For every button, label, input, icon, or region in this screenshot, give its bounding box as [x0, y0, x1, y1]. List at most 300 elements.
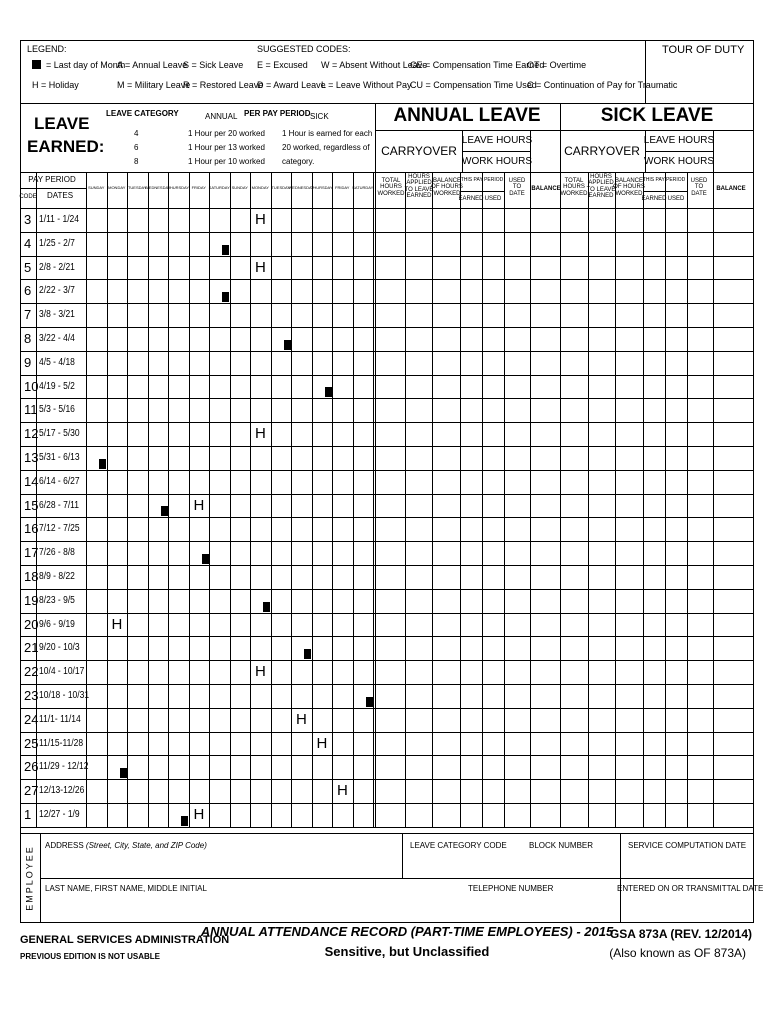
day-entry-cell[interactable]: [87, 328, 106, 350]
day-entry-cell[interactable]: [169, 376, 188, 398]
day-entry-cell[interactable]: [333, 280, 352, 302]
day-entry-cell[interactable]: [292, 376, 311, 398]
day-entry-cell[interactable]: [333, 566, 352, 588]
day-entry-cell[interactable]: [313, 518, 332, 540]
day-entry-cell[interactable]: [210, 637, 229, 659]
day-entry-cell[interactable]: [354, 447, 373, 469]
day-entry-cell[interactable]: [169, 685, 188, 707]
day-entry-cell[interactable]: [292, 471, 311, 493]
day-entry-cell[interactable]: [108, 661, 127, 683]
day-entry-cell[interactable]: [169, 661, 188, 683]
day-entry-cell[interactable]: [149, 209, 168, 231]
day-entry-cell[interactable]: [251, 637, 270, 659]
day-entry-cell[interactable]: [354, 257, 373, 279]
day-entry-cell[interactable]: [333, 661, 352, 683]
day-entry-cell[interactable]: [313, 637, 332, 659]
day-entry-cell[interactable]: [108, 637, 127, 659]
day-entry-cell[interactable]: [251, 328, 270, 350]
day-entry-cell[interactable]: [87, 590, 106, 612]
day-entry-cell[interactable]: [333, 304, 352, 326]
day-entry-cell[interactable]: [292, 780, 311, 802]
day-entry-cell[interactable]: [210, 661, 229, 683]
day-entry-cell[interactable]: [87, 376, 106, 398]
day-entry-cell[interactable]: [231, 376, 250, 398]
day-entry-cell[interactable]: [149, 756, 168, 778]
day-entry-cell[interactable]: [169, 780, 188, 802]
day-entry-cell[interactable]: [313, 614, 332, 636]
day-entry-cell[interactable]: [313, 709, 332, 731]
day-entry-cell[interactable]: [292, 352, 311, 374]
day-entry-cell[interactable]: [149, 304, 168, 326]
day-entry-cell[interactable]: [169, 733, 188, 755]
day-entry-cell[interactable]: [128, 471, 147, 493]
day-entry-cell[interactable]: [210, 257, 229, 279]
day-entry-cell[interactable]: [231, 495, 250, 517]
day-entry-cell[interactable]: [272, 614, 291, 636]
day-entry-cell[interactable]: [87, 423, 106, 445]
address-field[interactable]: [44, 852, 394, 874]
day-entry-cell[interactable]: [108, 304, 127, 326]
day-entry-cell[interactable]: [231, 566, 250, 588]
day-entry-cell[interactable]: [354, 209, 373, 231]
day-entry-cell[interactable]: [190, 733, 209, 755]
day-entry-cell[interactable]: [190, 471, 209, 493]
day-entry-cell[interactable]: [354, 376, 373, 398]
day-entry-cell[interactable]: [210, 376, 229, 398]
day-entry-cell[interactable]: [108, 399, 127, 421]
day-entry-cell[interactable]: [231, 328, 250, 350]
day-entry-cell[interactable]: [210, 495, 229, 517]
day-entry-cell[interactable]: [354, 518, 373, 540]
day-entry-cell[interactable]: [108, 209, 127, 231]
day-entry-cell[interactable]: [333, 399, 352, 421]
day-entry-cell[interactable]: [87, 542, 106, 564]
day-entry-cell[interactable]: [210, 542, 229, 564]
telephone-field[interactable]: [420, 896, 616, 920]
day-entry-cell[interactable]: [292, 756, 311, 778]
day-entry-cell[interactable]: [128, 233, 147, 255]
day-entry-cell[interactable]: [231, 423, 250, 445]
day-entry-cell[interactable]: [149, 566, 168, 588]
day-entry-cell[interactable]: [231, 304, 250, 326]
day-entry-cell[interactable]: [87, 257, 106, 279]
day-entry-cell[interactable]: [128, 542, 147, 564]
day-entry-cell[interactable]: [108, 376, 127, 398]
day-entry-cell[interactable]: [354, 352, 373, 374]
day-entry-cell[interactable]: [87, 637, 106, 659]
day-entry-cell[interactable]: [108, 780, 127, 802]
day-entry-cell[interactable]: [292, 566, 311, 588]
day-entry-cell[interactable]: [169, 518, 188, 540]
day-entry-cell[interactable]: [333, 376, 352, 398]
day-entry-cell[interactable]: [190, 447, 209, 469]
day-entry-cell[interactable]: [313, 304, 332, 326]
day-entry-cell[interactable]: [87, 518, 106, 540]
day-entry-cell[interactable]: [313, 566, 332, 588]
day-entry-cell[interactable]: [190, 566, 209, 588]
day-entry-cell[interactable]: [251, 542, 270, 564]
day-entry-cell[interactable]: [169, 637, 188, 659]
day-entry-cell[interactable]: [333, 756, 352, 778]
day-entry-cell[interactable]: [272, 590, 291, 612]
day-entry-cell[interactable]: [210, 304, 229, 326]
day-entry-cell[interactable]: [231, 733, 250, 755]
day-entry-cell[interactable]: [149, 376, 168, 398]
day-entry-cell[interactable]: [313, 756, 332, 778]
day-entry-cell[interactable]: [169, 233, 188, 255]
day-entry-cell[interactable]: [87, 280, 106, 302]
day-entry-cell[interactable]: [210, 804, 229, 826]
day-entry-cell[interactable]: [313, 399, 332, 421]
day-entry-cell[interactable]: [231, 518, 250, 540]
day-entry-cell[interactable]: [87, 804, 106, 826]
day-entry-cell[interactable]: [354, 780, 373, 802]
day-entry-cell[interactable]: [149, 709, 168, 731]
day-entry-cell[interactable]: [354, 804, 373, 826]
day-entry-cell[interactable]: [108, 328, 127, 350]
day-entry-cell[interactable]: [87, 352, 106, 374]
day-entry-cell[interactable]: [108, 685, 127, 707]
day-entry-cell[interactable]: [169, 399, 188, 421]
day-entry-cell[interactable]: [354, 471, 373, 493]
day-entry-cell[interactable]: [128, 733, 147, 755]
day-entry-cell[interactable]: [354, 637, 373, 659]
day-entry-cell[interactable]: [272, 685, 291, 707]
day-entry-cell[interactable]: [190, 352, 209, 374]
day-entry-cell[interactable]: [149, 423, 168, 445]
day-entry-cell[interactable]: [231, 280, 250, 302]
day-entry-cell[interactable]: [313, 328, 332, 350]
day-entry-cell[interactable]: [190, 685, 209, 707]
day-entry-cell[interactable]: [333, 233, 352, 255]
day-entry-cell[interactable]: [292, 209, 311, 231]
day-entry-cell[interactable]: [149, 590, 168, 612]
day-entry-cell[interactable]: [87, 661, 106, 683]
day-entry-cell[interactable]: [128, 376, 147, 398]
day-entry-cell[interactable]: [313, 780, 332, 802]
day-entry-cell[interactable]: [108, 423, 127, 445]
day-entry-cell[interactable]: [292, 423, 311, 445]
day-entry-cell[interactable]: [210, 685, 229, 707]
day-entry-cell[interactable]: [190, 209, 209, 231]
day-entry-cell[interactable]: [333, 614, 352, 636]
day-entry-cell[interactable]: [251, 733, 270, 755]
day-entry-cell[interactable]: [354, 661, 373, 683]
day-entry-cell[interactable]: [169, 542, 188, 564]
day-entry-cell[interactable]: [108, 280, 127, 302]
day-entry-cell[interactable]: [354, 542, 373, 564]
name-field[interactable]: [44, 896, 414, 920]
day-entry-cell[interactable]: [231, 399, 250, 421]
day-entry-cell[interactable]: [190, 709, 209, 731]
day-entry-cell[interactable]: [272, 733, 291, 755]
day-entry-cell[interactable]: [210, 709, 229, 731]
day-entry-cell[interactable]: [292, 257, 311, 279]
day-entry-cell[interactable]: [313, 209, 332, 231]
day-entry-cell[interactable]: [292, 590, 311, 612]
day-entry-cell[interactable]: [272, 233, 291, 255]
day-entry-cell[interactable]: [272, 304, 291, 326]
day-entry-cell[interactable]: [190, 756, 209, 778]
day-entry-cell[interactable]: [292, 328, 311, 350]
day-entry-cell[interactable]: [333, 447, 352, 469]
day-entry-cell[interactable]: [354, 423, 373, 445]
day-entry-cell[interactable]: [149, 661, 168, 683]
day-entry-cell[interactable]: [149, 352, 168, 374]
day-entry-cell[interactable]: [149, 542, 168, 564]
day-entry-cell[interactable]: [190, 304, 209, 326]
day-entry-cell[interactable]: [251, 709, 270, 731]
day-entry-cell[interactable]: [108, 233, 127, 255]
day-entry-cell[interactable]: [251, 471, 270, 493]
day-entry-cell[interactable]: [292, 280, 311, 302]
day-entry-cell[interactable]: [190, 637, 209, 659]
day-entry-cell[interactable]: [272, 495, 291, 517]
day-entry-cell[interactable]: [333, 804, 352, 826]
day-entry-cell[interactable]: [231, 257, 250, 279]
day-entry-cell[interactable]: [292, 542, 311, 564]
day-entry-cell[interactable]: [313, 661, 332, 683]
day-entry-cell[interactable]: [354, 756, 373, 778]
day-entry-cell[interactable]: [87, 733, 106, 755]
day-entry-cell[interactable]: [128, 423, 147, 445]
day-entry-cell[interactable]: [313, 447, 332, 469]
day-entry-cell[interactable]: [210, 780, 229, 802]
day-entry-cell[interactable]: [231, 709, 250, 731]
day-entry-cell[interactable]: [354, 495, 373, 517]
day-entry-cell[interactable]: [108, 733, 127, 755]
day-entry-cell[interactable]: [190, 423, 209, 445]
day-entry-cell[interactable]: [149, 685, 168, 707]
leave-category-code-field[interactable]: [406, 852, 516, 874]
day-entry-cell[interactable]: [169, 280, 188, 302]
day-entry-cell[interactable]: [210, 518, 229, 540]
day-entry-cell[interactable]: [313, 542, 332, 564]
day-entry-cell[interactable]: [354, 233, 373, 255]
day-entry-cell[interactable]: [251, 495, 270, 517]
day-entry-cell[interactable]: [251, 780, 270, 802]
day-entry-cell[interactable]: [231, 661, 250, 683]
day-entry-cell[interactable]: [210, 209, 229, 231]
day-entry-cell[interactable]: [272, 780, 291, 802]
day-entry-cell[interactable]: [87, 709, 106, 731]
day-entry-cell[interactable]: [128, 566, 147, 588]
day-entry-cell[interactable]: [190, 233, 209, 255]
day-entry-cell[interactable]: [128, 328, 147, 350]
day-entry-cell[interactable]: [272, 257, 291, 279]
day-entry-cell[interactable]: [313, 804, 332, 826]
day-entry-cell[interactable]: [333, 590, 352, 612]
day-entry-cell[interactable]: [354, 399, 373, 421]
day-entry-cell[interactable]: [333, 209, 352, 231]
day-entry-cell[interactable]: [272, 280, 291, 302]
day-entry-cell[interactable]: [128, 518, 147, 540]
day-entry-cell[interactable]: [169, 447, 188, 469]
day-entry-cell[interactable]: [231, 780, 250, 802]
day-entry-cell[interactable]: [108, 352, 127, 374]
day-entry-cell[interactable]: [231, 590, 250, 612]
day-entry-cell[interactable]: [169, 566, 188, 588]
day-entry-cell[interactable]: [272, 756, 291, 778]
day-entry-cell[interactable]: [128, 352, 147, 374]
day-entry-cell[interactable]: [272, 637, 291, 659]
day-entry-cell[interactable]: [169, 352, 188, 374]
day-entry-cell[interactable]: [251, 447, 270, 469]
day-entry-cell[interactable]: [251, 614, 270, 636]
day-entry-cell[interactable]: [108, 566, 127, 588]
service-date-field[interactable]: [624, 852, 750, 874]
day-entry-cell[interactable]: [272, 518, 291, 540]
day-entry-cell[interactable]: [210, 352, 229, 374]
day-entry-cell[interactable]: [149, 399, 168, 421]
day-entry-cell[interactable]: [251, 518, 270, 540]
day-entry-cell[interactable]: [272, 709, 291, 731]
day-entry-cell[interactable]: [333, 685, 352, 707]
day-entry-cell[interactable]: [87, 495, 106, 517]
day-entry-cell[interactable]: [87, 233, 106, 255]
day-entry-cell[interactable]: [231, 447, 250, 469]
day-entry-cell[interactable]: [210, 328, 229, 350]
day-entry-cell[interactable]: [190, 614, 209, 636]
day-entry-cell[interactable]: [87, 471, 106, 493]
day-entry-cell[interactable]: [169, 471, 188, 493]
day-entry-cell[interactable]: [292, 233, 311, 255]
day-entry-cell[interactable]: [333, 733, 352, 755]
day-entry-cell[interactable]: [272, 566, 291, 588]
day-entry-cell[interactable]: [87, 209, 106, 231]
day-entry-cell[interactable]: [251, 566, 270, 588]
day-entry-cell[interactable]: [231, 756, 250, 778]
day-entry-cell[interactable]: [313, 590, 332, 612]
day-entry-cell[interactable]: [190, 376, 209, 398]
day-entry-cell[interactable]: [87, 399, 106, 421]
day-entry-cell[interactable]: [190, 518, 209, 540]
day-entry-cell[interactable]: [333, 471, 352, 493]
day-entry-cell[interactable]: [333, 542, 352, 564]
day-entry-cell[interactable]: [313, 352, 332, 374]
day-entry-cell[interactable]: [128, 709, 147, 731]
day-entry-cell[interactable]: [333, 328, 352, 350]
day-entry-cell[interactable]: [210, 423, 229, 445]
day-entry-cell[interactable]: [333, 709, 352, 731]
day-entry-cell[interactable]: [272, 447, 291, 469]
day-entry-cell[interactable]: [108, 495, 127, 517]
day-entry-cell[interactable]: [313, 280, 332, 302]
day-entry-cell[interactable]: [210, 566, 229, 588]
day-entry-cell[interactable]: [354, 733, 373, 755]
day-entry-cell[interactable]: [149, 257, 168, 279]
day-entry-cell[interactable]: [333, 495, 352, 517]
day-entry-cell[interactable]: [128, 209, 147, 231]
day-entry-cell[interactable]: [128, 756, 147, 778]
day-entry-cell[interactable]: [333, 352, 352, 374]
day-entry-cell[interactable]: [354, 280, 373, 302]
day-entry-cell[interactable]: [333, 637, 352, 659]
day-entry-cell[interactable]: [231, 685, 250, 707]
day-entry-cell[interactable]: [169, 495, 188, 517]
day-entry-cell[interactable]: [210, 590, 229, 612]
day-entry-cell[interactable]: [354, 304, 373, 326]
day-entry-cell[interactable]: [87, 685, 106, 707]
day-entry-cell[interactable]: [354, 590, 373, 612]
day-entry-cell[interactable]: [292, 661, 311, 683]
day-entry-cell[interactable]: [231, 209, 250, 231]
day-entry-cell[interactable]: [149, 328, 168, 350]
day-entry-cell[interactable]: [128, 685, 147, 707]
day-entry-cell[interactable]: [333, 423, 352, 445]
day-entry-cell[interactable]: [149, 780, 168, 802]
day-entry-cell[interactable]: [210, 756, 229, 778]
day-entry-cell[interactable]: [149, 637, 168, 659]
day-entry-cell[interactable]: [128, 804, 147, 826]
day-entry-cell[interactable]: [292, 447, 311, 469]
day-entry-cell[interactable]: [292, 804, 311, 826]
day-entry-cell[interactable]: [272, 376, 291, 398]
entered-date-field[interactable]: [624, 896, 750, 920]
day-entry-cell[interactable]: [231, 637, 250, 659]
day-entry-cell[interactable]: [169, 257, 188, 279]
day-entry-cell[interactable]: [149, 518, 168, 540]
day-entry-cell[interactable]: [190, 328, 209, 350]
day-entry-cell[interactable]: [169, 423, 188, 445]
day-entry-cell[interactable]: [169, 590, 188, 612]
day-entry-cell[interactable]: [313, 257, 332, 279]
day-entry-cell[interactable]: [251, 304, 270, 326]
day-entry-cell[interactable]: [190, 590, 209, 612]
day-entry-cell[interactable]: [149, 733, 168, 755]
day-entry-cell[interactable]: [128, 257, 147, 279]
day-entry-cell[interactable]: [190, 257, 209, 279]
day-entry-cell[interactable]: [251, 399, 270, 421]
day-entry-cell[interactable]: [272, 661, 291, 683]
day-entry-cell[interactable]: [87, 304, 106, 326]
day-entry-cell[interactable]: [272, 352, 291, 374]
day-entry-cell[interactable]: [149, 804, 168, 826]
day-entry-cell[interactable]: [108, 518, 127, 540]
day-entry-cell[interactable]: [251, 756, 270, 778]
day-entry-cell[interactable]: [210, 399, 229, 421]
day-entry-cell[interactable]: [292, 399, 311, 421]
day-entry-cell[interactable]: [87, 780, 106, 802]
day-entry-cell[interactable]: [313, 495, 332, 517]
day-entry-cell[interactable]: [169, 614, 188, 636]
day-entry-cell[interactable]: [108, 257, 127, 279]
day-entry-cell[interactable]: [87, 614, 106, 636]
day-entry-cell[interactable]: [210, 733, 229, 755]
day-entry-cell[interactable]: [313, 423, 332, 445]
day-entry-cell[interactable]: [333, 518, 352, 540]
day-entry-cell[interactable]: [128, 447, 147, 469]
day-entry-cell[interactable]: [333, 257, 352, 279]
day-entry-cell[interactable]: [87, 566, 106, 588]
day-entry-cell[interactable]: [231, 352, 250, 374]
day-entry-cell[interactable]: [210, 471, 229, 493]
day-entry-cell[interactable]: [128, 637, 147, 659]
day-entry-cell[interactable]: [190, 780, 209, 802]
day-entry-cell[interactable]: [272, 399, 291, 421]
day-entry-cell[interactable]: [128, 780, 147, 802]
day-entry-cell[interactable]: [128, 661, 147, 683]
day-entry-cell[interactable]: [292, 304, 311, 326]
block-number-field[interactable]: [525, 852, 615, 874]
day-entry-cell[interactable]: [169, 304, 188, 326]
day-entry-cell[interactable]: [128, 399, 147, 421]
day-entry-cell[interactable]: [169, 709, 188, 731]
day-entry-cell[interactable]: [231, 614, 250, 636]
day-entry-cell[interactable]: [251, 233, 270, 255]
day-entry-cell[interactable]: [128, 280, 147, 302]
day-entry-cell[interactable]: [128, 495, 147, 517]
